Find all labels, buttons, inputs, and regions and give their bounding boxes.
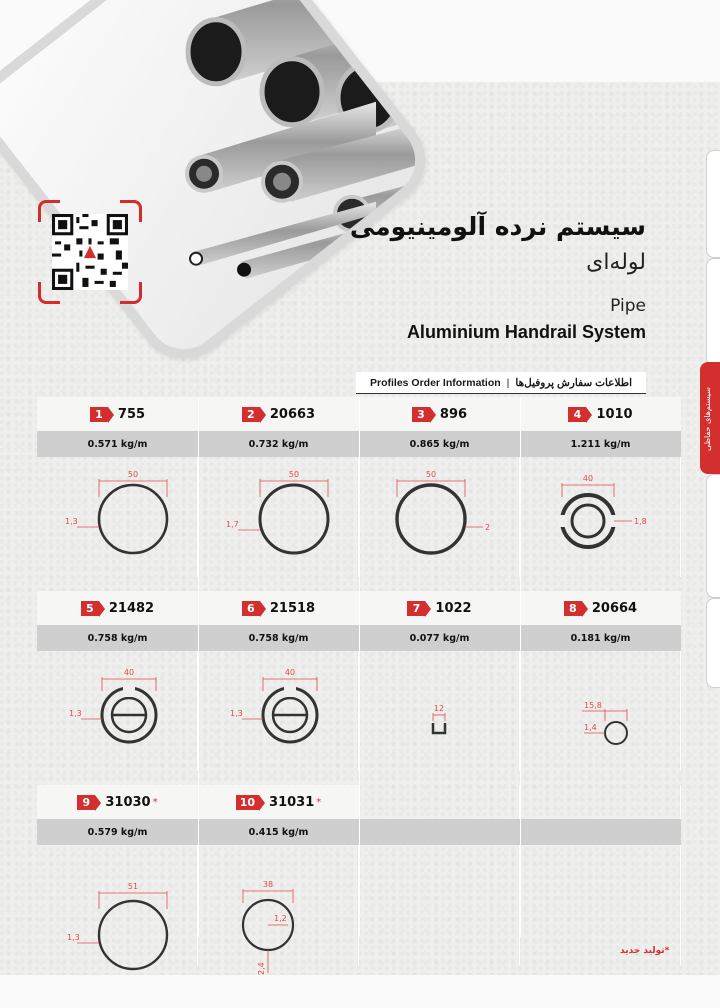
dimension-label: 40 [582, 474, 594, 483]
dimension-label: 40 [123, 668, 135, 677]
side-tab-active-label: سیستم‌های حفاظی [703, 387, 712, 451]
profile-card-5[interactable] [37, 591, 198, 771]
weight-band [359, 819, 520, 845]
profile-code: 21482 [108, 600, 155, 616]
dimension-label: 1,4 [584, 723, 597, 732]
profile-drawing-small-tube [520, 651, 681, 771]
new-product-star: * [316, 796, 322, 808]
new-product-footnote: *تولید جدید [620, 946, 670, 956]
profile-weight: 0.579 kg/m [37, 819, 198, 845]
profile-drawing-slotted-tube [520, 457, 681, 577]
profile-code: 896 [439, 406, 468, 422]
side-tab-active[interactable] [700, 362, 720, 474]
empty-cell [359, 785, 520, 965]
profile-number: 2 [242, 407, 260, 422]
side-tab[interactable] [706, 258, 720, 366]
dimension-label: 2 [485, 523, 491, 532]
dimension-label: 1,3 [230, 709, 243, 718]
qr-code-block[interactable] [38, 200, 142, 304]
dimension-label: 1,7 [226, 520, 239, 529]
order-info-label-fa: اطلاعات سفارش پروفیل‌ها [515, 376, 632, 389]
profile-card-7[interactable] [359, 591, 520, 771]
profile-card-1[interactable] [37, 397, 198, 577]
profile-weight: 0.415 kg/m [198, 819, 359, 845]
dimension-label: 2,4 [257, 962, 266, 975]
profile-drawing-round-tube-flat [198, 845, 359, 985]
profile-code: 20663 [269, 406, 316, 422]
side-tab[interactable] [706, 474, 720, 598]
profile-number: 7 [407, 601, 425, 616]
profile-code: 755 [117, 406, 146, 422]
order-info-label-en: Profiles Order Information [369, 376, 501, 389]
order-info-header [356, 372, 646, 394]
grid-divider [520, 397, 521, 937]
profile-number: 5 [81, 601, 99, 616]
profile-code: 20664 [591, 600, 638, 616]
profile-weight: 0.758 kg/m [198, 625, 359, 651]
dimension-label: 50 [425, 470, 437, 479]
profile-weight: 0.732 kg/m [198, 431, 359, 457]
profile-card-6[interactable] [198, 591, 359, 771]
profile-number: 9 [77, 795, 95, 810]
page-title-en: Aluminium Handrail System [406, 322, 646, 342]
profile-drawing-split-tube [198, 651, 359, 771]
profile-weight: 0.077 kg/m [359, 625, 520, 651]
dimension-label: 12 [433, 704, 445, 713]
profile-number: 3 [412, 407, 430, 422]
weight-band [520, 819, 681, 845]
side-tab[interactable] [706, 598, 720, 688]
profile-number: 4 [568, 407, 586, 422]
dimension-label: 1,3 [69, 709, 82, 718]
dimension-label: 1,2 [274, 914, 287, 923]
dimension-label: 50 [288, 470, 300, 479]
order-info-separator: | [506, 376, 510, 389]
profile-code: 1022 [435, 600, 472, 616]
profile-drawing-round-tube [198, 457, 359, 577]
profile-drawing-round-tube [37, 457, 198, 577]
dimension-label: 51 [127, 882, 139, 891]
profile-code: 31030 [105, 794, 151, 810]
profile-weight: 0.865 kg/m [359, 431, 520, 457]
page-title-fa: سیستم نرده آلومینیومی [349, 212, 646, 241]
profile-number: 6 [242, 601, 260, 616]
profile-weight: 0.571 kg/m [37, 431, 198, 457]
profile-drawing-round-tube [359, 457, 520, 577]
profile-card-8[interactable] [520, 591, 681, 771]
profile-card-10[interactable] [198, 785, 359, 975]
dimension-label: 1,8 [634, 517, 647, 526]
new-product-star: * [152, 796, 158, 808]
profile-weight: 0.181 kg/m [520, 625, 681, 651]
profile-weight: 0.758 kg/m [37, 625, 198, 651]
dimension-label: 1,3 [67, 933, 80, 942]
empty-cell [520, 785, 681, 965]
profile-number: 10 [236, 795, 259, 810]
profile-card-4[interactable] [520, 397, 681, 577]
page-subtitle-fa: لوله‌ای [586, 250, 646, 275]
profile-weight: 1.211 kg/m [520, 431, 681, 457]
dimension-label: 1,3 [65, 517, 78, 526]
profile-drawing-u-channel [359, 651, 520, 771]
dimension-label: 15,8 [584, 701, 602, 710]
grid-divider [359, 397, 360, 937]
profile-card-9[interactable] [37, 785, 198, 965]
profile-number: 8 [564, 601, 582, 616]
dimension-label: 40 [284, 668, 296, 677]
profile-drawing-round-tube [37, 845, 198, 985]
profile-card-3[interactable] [359, 397, 520, 577]
profile-code: 1010 [596, 406, 633, 422]
profile-code: 31031 [269, 794, 315, 810]
dimension-label: 38 [262, 880, 274, 889]
dimension-label: 50 [127, 470, 139, 479]
profile-card-2[interactable] [198, 397, 359, 577]
profile-number: 1 [90, 407, 108, 422]
profile-drawing-split-tube [37, 651, 198, 771]
qr-code-icon[interactable] [52, 214, 128, 290]
grid-divider [198, 397, 199, 937]
side-tab[interactable] [706, 150, 720, 258]
page-subtitle-en: Pipe [610, 296, 646, 316]
profile-code: 21518 [269, 600, 316, 616]
